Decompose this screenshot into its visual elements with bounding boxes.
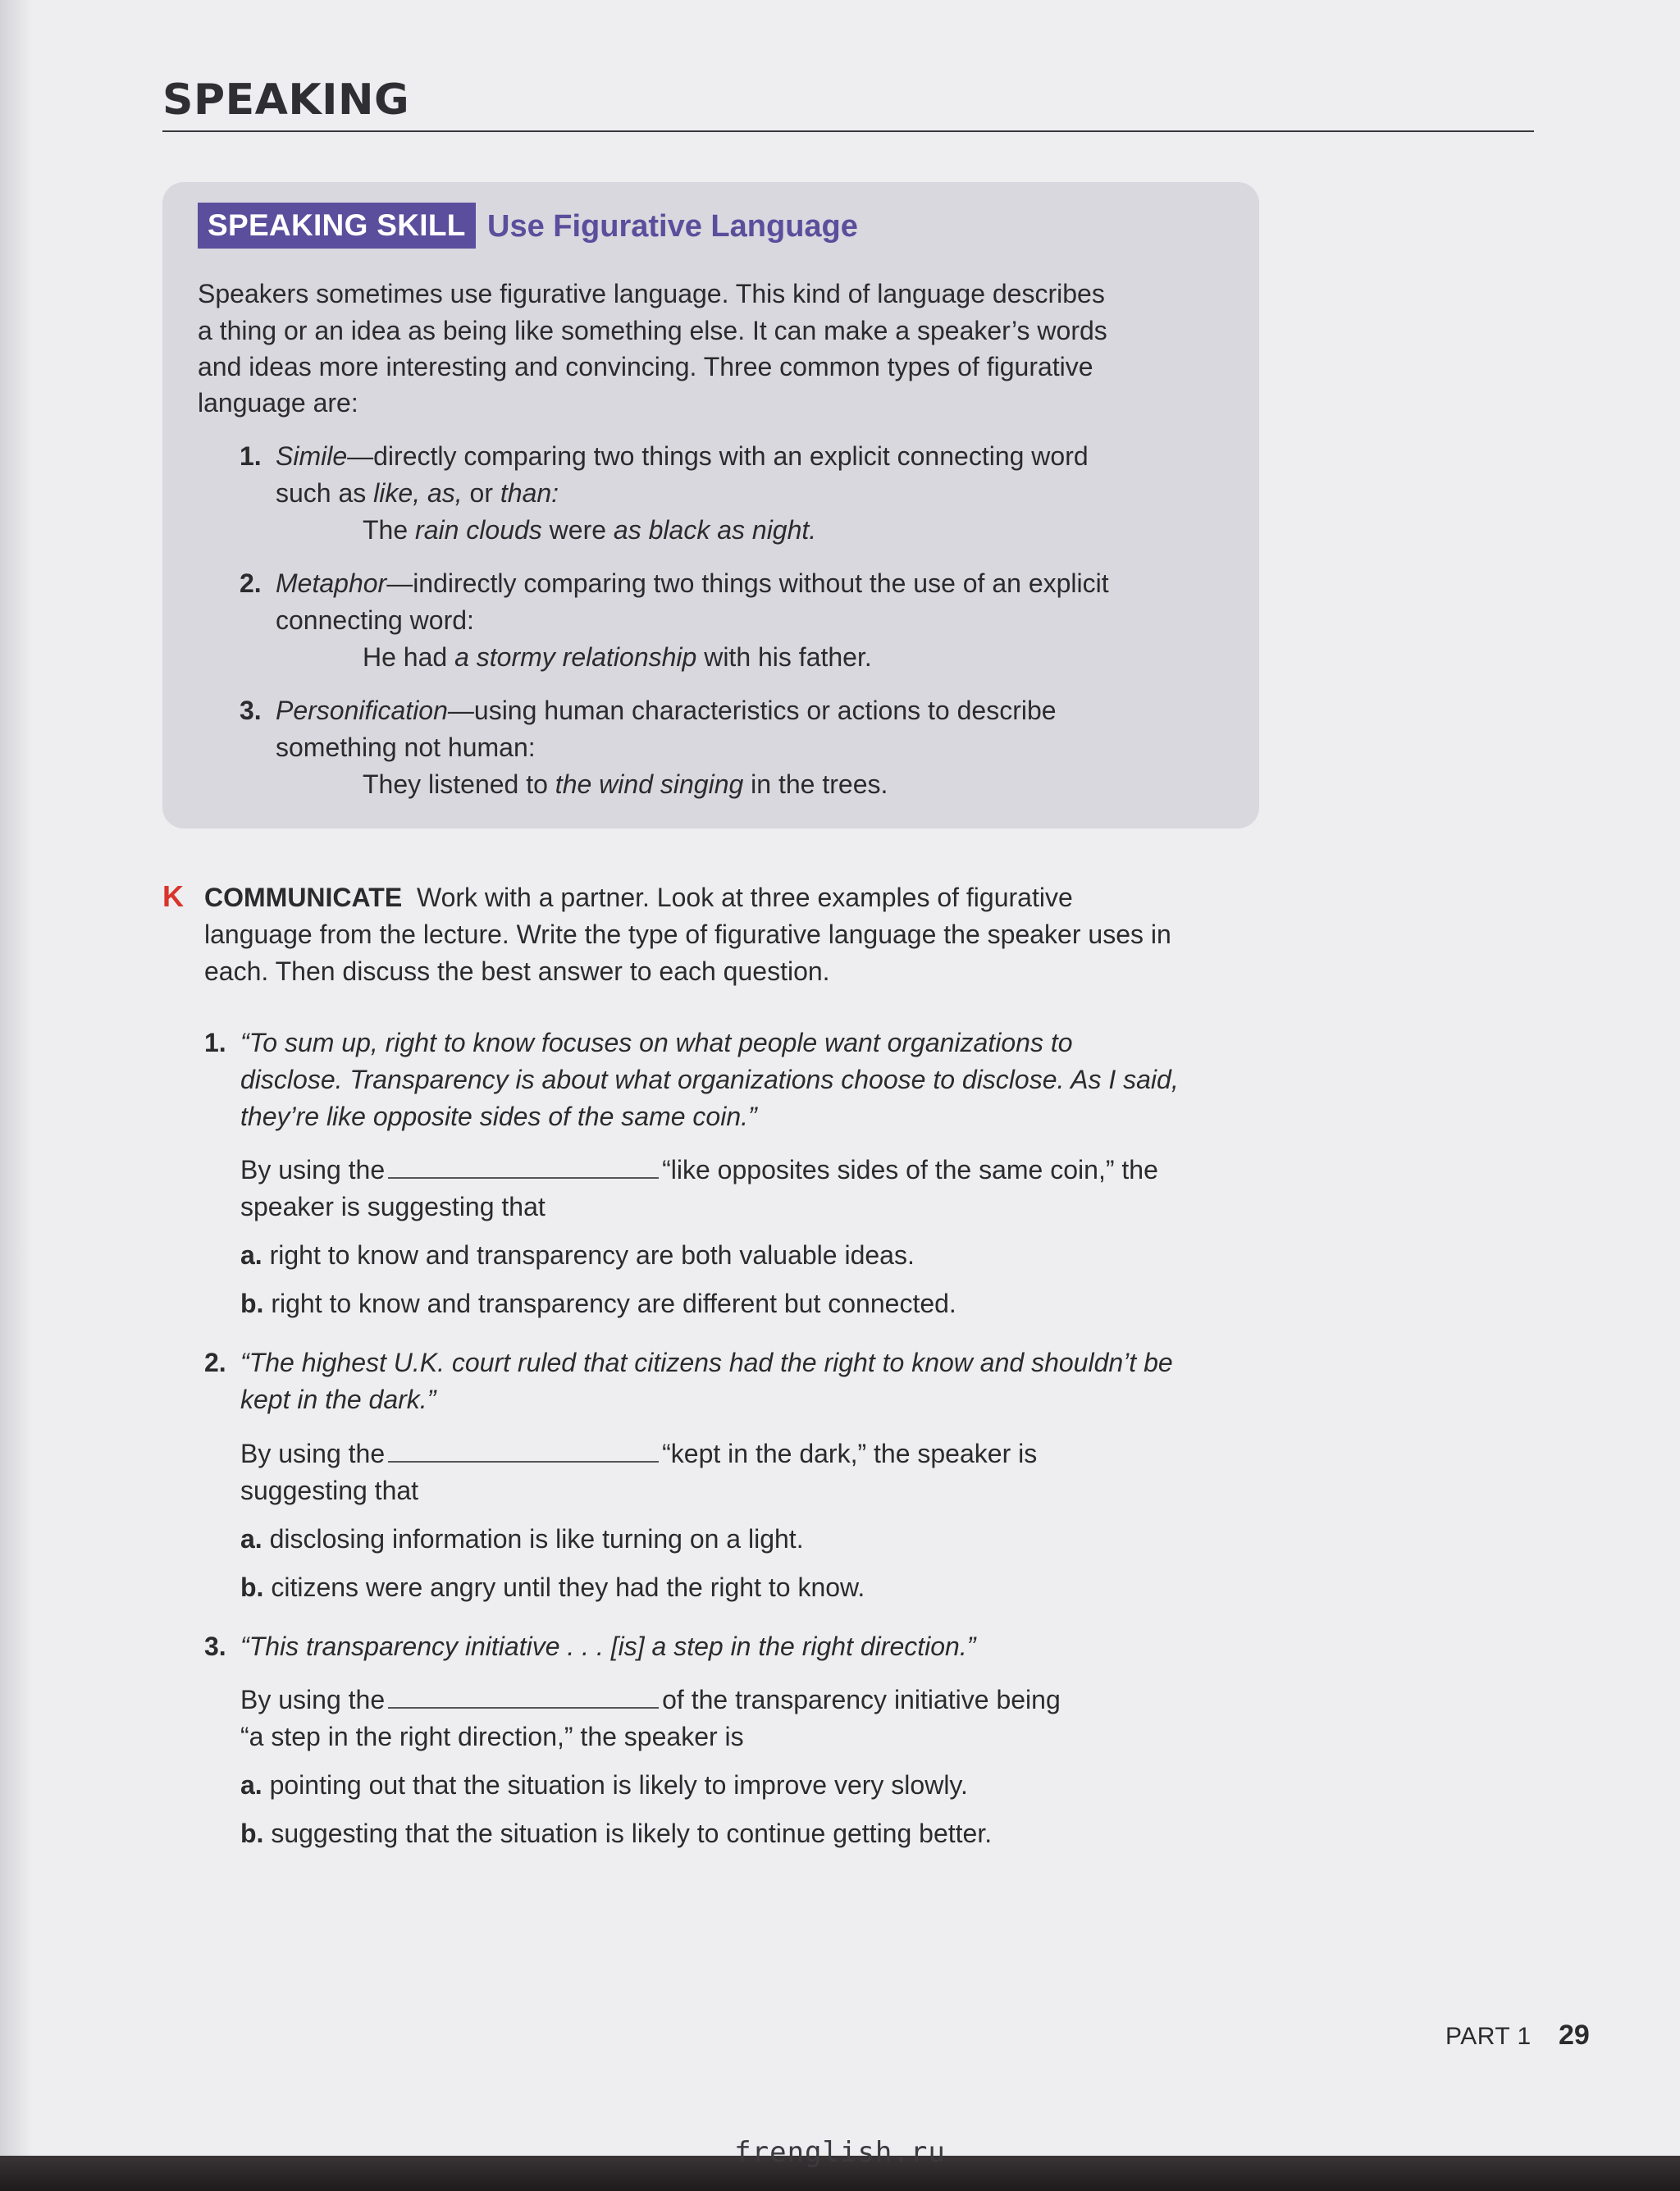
item-prompt <box>240 1152 1158 1189</box>
item-number: 2. <box>204 1348 226 1377</box>
item-prompt-line2: “a step in the right direction,” the speaker is <box>240 1722 744 1751</box>
quote-text: kept in the dark.” <box>240 1385 436 1414</box>
type-number: 1. <box>240 441 262 471</box>
prompt-text: of the transparency initiative being <box>662 1685 1061 1714</box>
example-text: were <box>541 515 614 545</box>
prompt-text: “like opposites sides of the same coin,” the <box>662 1155 1158 1185</box>
option-text: suggesting that the situation is likely to continue getting better. <box>271 1819 993 1848</box>
example-italic: the wind singing <box>555 769 744 799</box>
skill-intro-line: Speakers sometimes use figurative language. This kind of language describes <box>198 279 1105 308</box>
option-text: right to know and transparency are both valuable ideas. <box>269 1240 915 1270</box>
option-letter: b. <box>240 1572 264 1602</box>
answer-option[interactable] <box>240 1767 968 1804</box>
definition-text: such as <box>276 478 374 508</box>
exercise-keyword: COMMUNICATE <box>204 883 403 912</box>
watermark: frenglish.ru <box>734 2136 946 2169</box>
page-edge-shadow <box>0 0 33 2191</box>
prompt-text: By using the <box>240 1439 386 1468</box>
quote-text: they’re like opposite sides of the same coin.” <box>240 1102 757 1131</box>
skill-tag: SPEAKING SKILL <box>198 203 476 249</box>
answer-option[interactable] <box>240 1285 956 1322</box>
type-example <box>363 766 888 803</box>
type-definition-line2: something not human: <box>276 733 536 762</box>
option-letter: a. <box>240 1770 262 1800</box>
item-prompt-line2: speaker is suggesting that <box>240 1192 546 1221</box>
example-text: He had <box>363 642 455 672</box>
answer-option[interactable] <box>240 1815 992 1852</box>
exercise-letter: K <box>162 879 184 913</box>
example-text: The <box>363 515 416 545</box>
item-prompt <box>240 1436 1037 1472</box>
type-definition: —directly comparing two things with an explicit connecting word <box>347 441 1089 471</box>
example-text: They listened to <box>363 769 555 799</box>
type-definition: —indirectly comparing two things without the use of an explicit <box>386 568 1109 598</box>
option-letter: b. <box>240 1819 264 1848</box>
answer-blank[interactable] <box>388 1436 659 1463</box>
answer-option[interactable] <box>240 1569 865 1606</box>
skill-heading: Use Figurative Language <box>487 209 858 244</box>
answer-blank[interactable] <box>388 1682 659 1709</box>
quote-text: disclose. Transparency is about what organizations choose to disclose. As I said, <box>240 1065 1179 1094</box>
item-prompt-line2: suggesting that <box>240 1476 419 1505</box>
option-text: disclosing information is like turning on a light. <box>269 1524 804 1554</box>
type-term: Simile <box>276 441 348 471</box>
type-number: 2. <box>240 568 262 598</box>
skill-intro-line: language are: <box>198 388 358 418</box>
item-quote-line <box>240 1025 1073 1061</box>
example-text: with his father. <box>696 642 872 672</box>
instruction-text: Work with a partner. Look at three examples of figurative <box>416 883 1073 912</box>
definition-italic: than: <box>500 478 559 508</box>
item-quote-line <box>240 1381 436 1418</box>
page-number: 29 <box>1559 2020 1590 2051</box>
figurative-type-personification <box>240 692 1057 729</box>
answer-option[interactable] <box>240 1237 915 1274</box>
option-letter: b. <box>240 1289 264 1318</box>
item-number: 1. <box>204 1028 226 1057</box>
prompt-text: “kept in the dark,” the speaker is <box>662 1439 1038 1468</box>
example-italic: as black as night. <box>613 515 817 545</box>
type-definition-line2: connecting word: <box>276 605 474 635</box>
item-number: 3. <box>204 1632 226 1661</box>
item-quote-line <box>240 1344 1173 1381</box>
item-quote-line <box>240 1061 1179 1098</box>
item-prompt <box>240 1682 1061 1719</box>
exercise-instruction-line: language from the lecture. Write the type of figurative language the speaker uses in <box>204 920 1171 949</box>
type-term: Personification <box>276 696 448 725</box>
quote-text: “This transparency initiative . . . [is] a step in the right direction.” <box>240 1632 976 1661</box>
title-divider <box>162 130 1534 132</box>
example-text: in the trees. <box>743 769 888 799</box>
item-quote-line <box>240 1098 757 1135</box>
item-quote-line <box>240 1628 975 1665</box>
option-letter: a. <box>240 1524 262 1554</box>
type-term: Metaphor <box>276 568 387 598</box>
answer-blank[interactable] <box>388 1153 659 1179</box>
type-definition: —using human characteristics or actions to describe <box>447 696 1057 725</box>
figurative-type-metaphor <box>240 565 1109 602</box>
example-italic: rain clouds <box>415 515 542 545</box>
prompt-text: By using the <box>240 1685 386 1714</box>
option-letter: a. <box>240 1240 262 1270</box>
type-number: 3. <box>240 696 262 725</box>
example-italic: a stormy relationship <box>454 642 697 672</box>
option-text: citizens were angry until they had the right to know. <box>271 1572 865 1602</box>
quote-text: “The highest U.K. court ruled that citizens had the right to know and shouldn’t be <box>240 1348 1173 1377</box>
option-text: pointing out that the situation is likely to improve very slowly. <box>269 1770 968 1800</box>
prompt-text: By using the <box>240 1155 386 1185</box>
definition-italic: like, as, <box>373 478 463 508</box>
option-text: right to know and transparency are different but connected. <box>271 1289 956 1318</box>
figurative-type-simile <box>240 438 1089 475</box>
section-title: SPEAKING <box>162 75 410 125</box>
type-example <box>363 512 816 549</box>
exercise-instruction-line <box>204 879 1073 916</box>
skill-intro-line: a thing or an idea as being like something else. It can make a speaker’s words <box>198 316 1107 345</box>
skill-intro-line: and ideas more interesting and convincing. Three common types of figurative <box>198 352 1093 381</box>
type-example <box>363 639 872 676</box>
quote-text: “To sum up, right to know focuses on what people want organizations to <box>240 1028 1073 1057</box>
type-definition-line2 <box>276 475 559 512</box>
definition-text: or <box>462 478 500 508</box>
footer-part-label: PART 1 <box>1445 2023 1532 2050</box>
answer-option[interactable] <box>240 1521 804 1558</box>
exercise-instruction-line: each. Then discuss the best answer to each question. <box>204 956 830 986</box>
